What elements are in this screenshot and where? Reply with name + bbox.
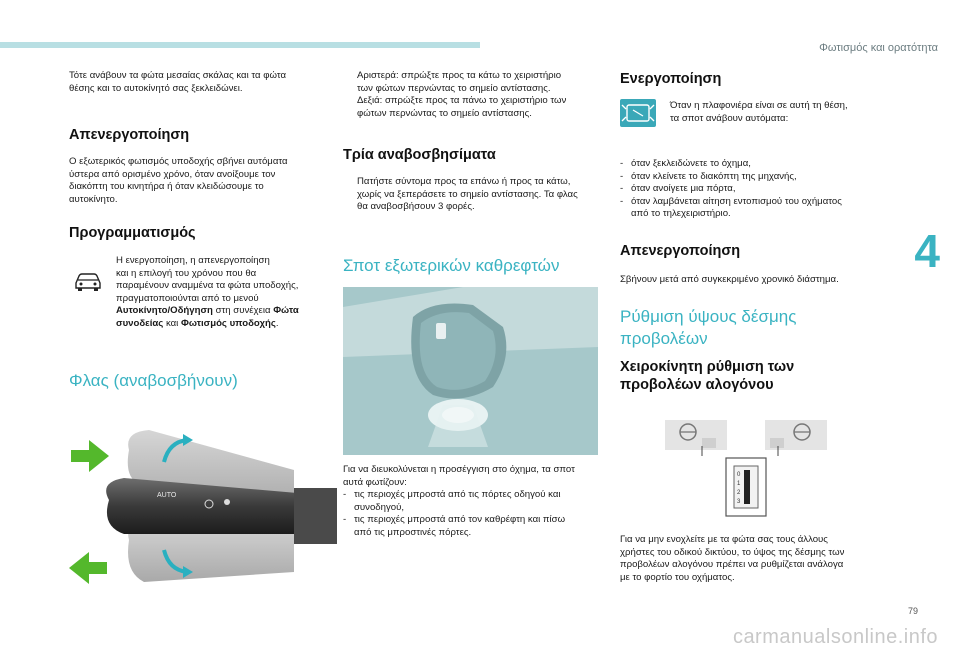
dash-marker: - — [343, 489, 347, 501]
text-line: Όταν η πλαφονιέρα είναι σε αυτή τη θέση, — [670, 100, 848, 111]
text-line: χωρίς να ξεπεράσετε το σημείο αντίστασης. Τα φλας — [357, 188, 578, 200]
programming-text — [116, 255, 336, 331]
intro-text — [69, 70, 334, 95]
text-line: φώτων περνώντας το σημείο αντίστασης. — [357, 107, 532, 119]
mirror-spots-heading: Σποτ εξωτερικών καθρεφτών — [343, 256, 560, 275]
heading-line: προβολέων — [620, 329, 708, 348]
dash-marker: - — [620, 170, 624, 182]
list-item — [343, 514, 605, 539]
dial-mark: 0 — [737, 472, 741, 478]
text-line: Πατήστε σύντομα προς τα επάνω ή προς τα κάτω, — [357, 176, 571, 187]
text-line: Η ενεργοποίηση, η απενεργοποίηση — [116, 255, 270, 266]
direction-instructions — [343, 70, 605, 120]
text-line: τις περιοχές μπροστά από τις πόρτες οδηγού και — [354, 489, 561, 501]
beam-height-heading — [620, 306, 882, 350]
text-line: Για να διευκολύνεται η προσέγγιση στο όχημα, τα σποτ — [343, 464, 575, 475]
item-text — [357, 70, 561, 95]
item-text — [354, 514, 565, 539]
ceiling-light-icon — [620, 99, 656, 127]
menu-path-vehicle: Αυτοκίνητο/Οδήγηση — [116, 305, 213, 317]
text-line — [116, 305, 336, 318]
manual-adjustment-heading — [620, 358, 882, 394]
spot-deactivation-heading: Απενεργοποίηση — [620, 243, 741, 259]
text-line: προβολέων αλογόνου πρέπει να ρυθμίζεται ανάλογα — [620, 559, 844, 571]
section-title: Φωτισμός και ορατότητα — [819, 42, 938, 54]
indicator-stalk-figure — [69, 422, 337, 598]
list-item — [343, 70, 605, 95]
page-number: 79 — [907, 606, 918, 616]
text-line: τις περιοχές μπροστά από τον καθρέφτη και πίσω — [354, 514, 566, 526]
watermark: carmanualsonline.info — [732, 626, 938, 648]
list-item — [343, 176, 605, 214]
text-line: Δεξιά: σπρώξτε προς τα πάνω το χειριστήριο των — [357, 95, 567, 107]
item-text — [354, 489, 561, 514]
pointer-icon — [343, 176, 357, 214]
text-fragment: . — [275, 317, 279, 329]
green-arrow-right-icon — [71, 440, 109, 472]
text-line: Αριστερά: σπρώξτε προς τα κάτω το χειριστήριο — [357, 70, 562, 81]
list-item — [620, 196, 882, 221]
menu-path-welcome-lighting: Φωτισμός υποδοχής — [180, 317, 276, 329]
text-line: πραγματοποιούνται από το μενού — [116, 292, 259, 304]
text-fragment: στη συνέχεια — [212, 305, 274, 317]
car-settings-icon — [72, 267, 104, 293]
three-flashes-text — [343, 176, 605, 214]
text-line: Για να μην ενοχλείτε με τα φώτα σας τους άλλους — [620, 534, 828, 545]
list-item — [620, 158, 882, 171]
item-text — [357, 95, 566, 120]
heading-line: Χειροκίνητη ρύθμιση των — [620, 359, 795, 375]
intro-line: Τότε ανάβουν τα φώτα μεσαίας σκάλας και τα φώτα — [69, 70, 287, 81]
dial-mark: 2 — [737, 490, 741, 496]
mirror-spots-text — [343, 464, 605, 540]
three-flashes-heading: Τρία αναβοσβησίματα — [343, 147, 496, 163]
deactivation-heading: Απενεργοποίηση — [69, 127, 190, 143]
item-text — [357, 176, 578, 214]
text-line: από το τηλεχειριστήριο. — [631, 208, 731, 220]
activation-list — [620, 158, 882, 221]
text-line: από τις μπροστινές πόρτες. — [354, 526, 472, 538]
text-line: όταν λαμβάνεται αίτηση εντοπισμού του οχήματος — [631, 195, 842, 207]
item-text — [631, 196, 842, 221]
header-bar — [0, 42, 480, 48]
text-line: τα σποτ ανάβουν αυτόματα: — [670, 112, 789, 124]
manual-adjustment-text — [620, 534, 882, 584]
list-item — [343, 95, 605, 120]
headlamp-adjust-figure — [660, 418, 835, 518]
intro-line: θέσης και το αυτοκίνητό σας ξεκλειδώνει. — [69, 82, 243, 94]
text-line: αυτοκίνητο. — [69, 193, 118, 205]
item-text: όταν ξεκλειδώνετε το όχημα, — [631, 158, 751, 169]
list-item — [620, 171, 882, 184]
text-line: και η επιλογή του χρόνου που θα — [116, 267, 257, 279]
stalk-auto-label: AUTO — [157, 492, 177, 499]
deactivation-text — [69, 156, 334, 206]
text-line — [116, 318, 336, 331]
programming-heading: Προγραμματισμός — [69, 225, 196, 241]
list-item — [620, 183, 882, 196]
indicators-heading: Φλας (αναβοσβήνουν) — [69, 371, 238, 390]
text-line: παραμένουν αναμμένα τα φώτα υποδοχής, — [116, 280, 299, 292]
text-line: αυτά φωτίζουν: — [343, 476, 407, 488]
green-arrow-left-icon — [69, 552, 107, 584]
menu-path-lights: Φώτα — [273, 305, 299, 317]
text-line: χρήστες του οδικού δικτύου, το ύψος της δέσμης των — [620, 546, 845, 558]
text-line: ύστερα από ορισμένο χρόνο, όταν ανοίξουμε τον — [69, 168, 276, 180]
list-item — [343, 489, 605, 514]
text-line: των φώτων περνώντας το σημείο αντίστασης. — [357, 82, 551, 94]
pointer-icon — [343, 95, 357, 120]
item-text: όταν κλείνετε το διακόπτη της μηχανής, — [631, 170, 797, 182]
text-line: συνοδηγού, — [354, 501, 405, 513]
item-text: όταν ανοίγετε μια πόρτα, — [631, 183, 736, 195]
dash-marker: - — [620, 158, 624, 169]
text-line: διακόπτη του κινητήρα ή όταν κλειδώσουμε το — [69, 181, 264, 193]
text-fragment: και — [163, 317, 181, 329]
heading-line: προβολέων αλογόνου — [620, 377, 774, 393]
dial-mark: 3 — [737, 499, 741, 505]
text-line: Ο εξωτερικός φωτισμός υποδοχής σβήνει αυτόματα — [69, 156, 288, 167]
pointer-icon — [343, 70, 357, 95]
mirror-spot-photo — [343, 287, 598, 455]
dash-marker: - — [343, 514, 347, 526]
text-line: με το φορτίο του οχήματος. — [620, 571, 735, 583]
dial-mark: 1 — [737, 481, 741, 487]
dash-marker: - — [620, 183, 624, 195]
activation-heading: Ενεργοποίηση — [620, 71, 722, 87]
heading-line: Ρύθμιση ύψους δέσμης — [620, 307, 797, 326]
spot-deactivation-text: Σβήνουν μετά από συγκεκριμένο χρονικό διάστημα. — [620, 274, 839, 285]
text-line: θα αναβοσβήσουν 3 φορές. — [357, 201, 475, 213]
menu-path-guide: συνοδείας — [116, 317, 164, 329]
dash-marker: - — [620, 195, 624, 207]
activation-text — [670, 100, 880, 125]
chapter-number: 4 — [914, 225, 940, 277]
